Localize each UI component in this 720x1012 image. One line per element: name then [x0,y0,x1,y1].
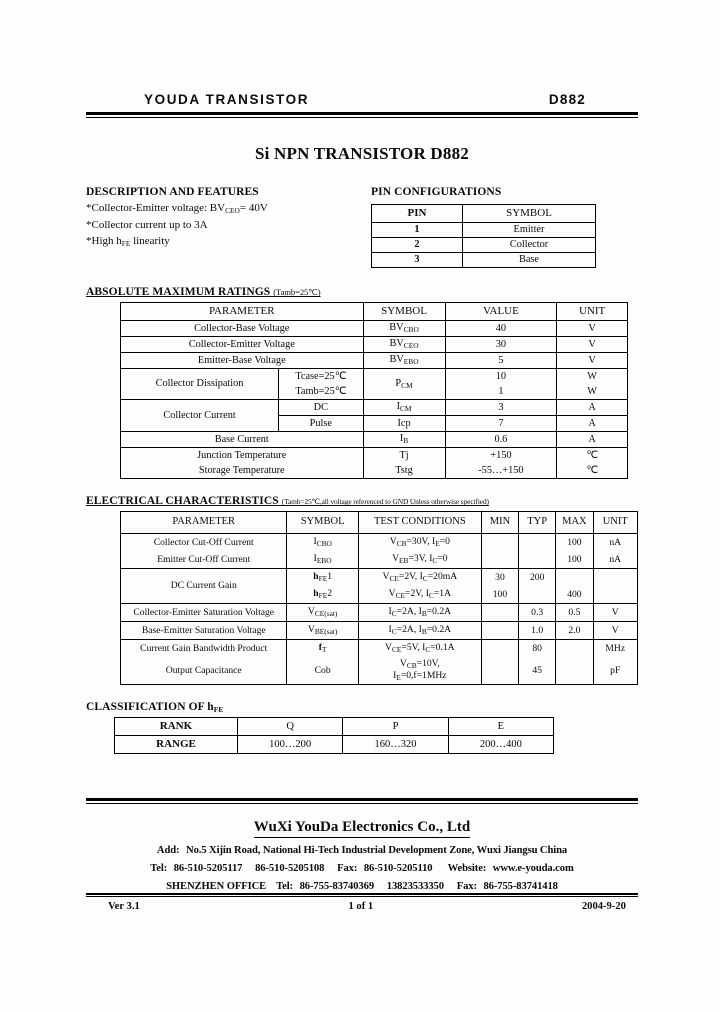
ec-typ: 45 [519,657,556,685]
amr-value: 0.6 [445,432,557,448]
table-row [121,621,638,639]
amr-parameter: Collector Dissipation [121,369,279,400]
ec-max [556,568,593,586]
pin-symbol: Emitter [463,222,596,237]
table-row [121,448,628,464]
ec-min [481,603,518,621]
ec-parameter: Collector Cut-Off Current [121,533,287,551]
ec-symbol: $h_{FE}1$ [287,568,358,586]
table-row [121,337,628,353]
ec-max: 0.5 [556,603,593,621]
ec-symbol: $h_{FE}2$ [287,586,358,604]
ec-min [481,639,518,657]
ec-unit [593,586,638,604]
amr-unit: V [557,321,628,337]
table-row [121,400,628,416]
ec-min [481,657,518,685]
classification-heading [86,701,638,714]
col-typ: TYP [519,512,556,533]
revision-date: 2004-9-20 [581,901,626,912]
ec-max: 100 [556,551,593,569]
ec-heading-text: ELECTRICAL CHARACTERISTICS [86,495,279,508]
ec-max: 100 [556,533,593,551]
sz-fax-label: Fax: [456,881,477,892]
ec-unit: MHz [593,639,638,657]
col-parameter: PARAMETER [121,303,364,321]
ec-conditions: $I_C=2A$, $I_B=0.2A$ [358,621,481,639]
rank-label: RANK [115,718,238,736]
ec-symbol: $V_{CE(sat)}$ [287,603,358,621]
amr-parameter: Collector-Emitter Voltage [121,337,364,353]
amr-unit: A [557,416,628,432]
ec-symbol: $f_T$ [287,639,358,657]
amr-parameter: Collector Current [121,400,279,432]
table-row [121,568,638,586]
fax-label: Fax: [337,863,358,874]
address-label: Add: [156,845,180,856]
table-row [121,639,638,657]
page-footer [86,798,638,892]
ec-parameter: Collector-Emitter Saturation Voltage [121,603,287,621]
amr-unit: A [557,432,628,448]
amr-condition: Pulse [279,416,363,432]
tel-2: 86-510-5205108 [255,863,325,874]
ec-symbol: Cob [287,657,358,685]
col-min: MIN [481,512,518,533]
ec-conditions: $V_{CE}=5V$, $I_C=0.1A$ [358,639,481,657]
ec-max: 400 [556,586,593,604]
pin-configurations-heading: PIN CONFIGURATIONS [371,186,502,198]
header-bar [86,92,638,107]
col-value: VALUE [445,303,557,321]
company-name: WuXi YouDa Electronics Co., Ltd [254,819,470,838]
pin-symbol: Collector [463,238,596,253]
amr-symbol: Tstg [363,463,445,479]
ec-min [481,551,518,569]
amr-note: (Tamb=25℃) [273,287,321,298]
pin-number: 1 [372,222,463,237]
ec-unit: nA [593,533,638,551]
table-row [115,718,554,736]
ec-heading [86,495,638,507]
ec-conditions: $V_{CB}=30V$, $I_E=0$ [358,533,481,551]
sz-tel-label: Tel: [276,881,294,892]
table-row [121,353,628,369]
document-title: Si NPN TRANSISTOR D882 [255,144,469,163]
range-value: 160…320 [343,736,448,754]
table-row [121,657,638,685]
ec-typ: 200 [519,568,556,586]
col-test-conditions: TEST CONDITIONS [358,512,481,533]
amr-condition: Tamb=25℃ [279,384,363,400]
ec-unit: V [593,603,638,621]
rank-value: P [343,718,448,736]
amr-parameter: Storage Temperature [121,463,364,479]
col-symbol: SYMBOL [463,205,596,223]
ec-parameter: DC Current Gain [121,568,287,603]
amr-heading [86,286,638,298]
amr-parameter: Emitter-Base Voltage [121,353,364,369]
classification-section [86,701,638,754]
col-max: MAX [556,512,593,533]
amr-value: 5 [445,353,557,369]
ec-note: (Tamb=25℃,all voltage referenced to GND Unless otherwise specified) [281,497,489,507]
contact-line [86,863,638,874]
amr-symbol: $BV_{EBO}$ [363,353,445,369]
intro-section [86,186,638,268]
amr-value: 30 [445,337,557,353]
amr-condition: DC [279,400,363,416]
ec-typ: 0.3 [519,603,556,621]
pin-number: 3 [372,253,463,268]
feature-item [86,235,371,248]
ec-typ: 80 [519,639,556,657]
shenzhen-line [86,881,638,892]
col-unit: UNIT [593,512,638,533]
electrical-characteristics-section [86,495,638,685]
ec-conditions: $I_C=2A$, $I_B=0.2A$ [358,603,481,621]
table-row [121,321,628,337]
tel-label: Tel: [150,863,168,874]
amr-symbol: $BV_{CBO}$ [363,321,445,337]
ec-symbol: $I_{CBO}$ [287,533,358,551]
sz-tel-2: 13823533350 [386,881,444,892]
range-value: 100…200 [238,736,343,754]
feature-text-1: *Collector-Emitter voltage: $BV_{CEO}= 40V$ [86,202,268,215]
amr-unit: W [557,369,628,385]
pin-configurations-block [371,186,638,268]
amr-symbol: Icp [363,416,445,432]
col-pin: PIN [372,205,463,223]
sz-tel-1: 86-755-83740369 [299,881,375,892]
table-row [121,533,638,551]
amr-unit: V [557,353,628,369]
amr-parameter: Base Current [121,432,364,448]
col-unit: UNIT [557,303,628,321]
table-row [115,736,554,754]
amr-symbol: $BV_{CEO}$ [363,337,445,353]
ec-max [556,657,593,685]
ec-parameter: Emitter Cut-Off Current [121,551,287,569]
range-label: RANGE [115,736,238,754]
address-text: No.5 Xijin Road, National Hi-Tech Industrial Development Zone, Wuxi Jiangsu China [186,845,568,856]
ec-parameter: Current Gain Bandwidth Product [121,639,287,657]
col-symbol: SYMBOL [363,303,445,321]
amr-value: 40 [445,321,557,337]
amr-parameter: Junction Temperature [121,448,364,464]
amr-unit: ℃ [557,463,628,479]
amr-unit: A [557,400,628,416]
fax-1: 86-510-5205110 [363,863,433,874]
address-line [86,845,638,856]
table-row [121,432,628,448]
table-row [372,238,596,253]
ec-conditions: $V_{CB}=10V$, $I_E=0,f=1MHz$ [358,657,481,685]
pin-symbol: Base [463,253,596,268]
website-url[interactable]: www.e-youda.com [492,863,574,874]
amr-symbol: $I_B$ [363,432,445,448]
table-row [372,222,596,237]
amr-value: -55…+150 [445,463,557,479]
feature-item [86,202,371,215]
ec-min: 100 [481,586,518,604]
ec-typ: 1.0 [519,621,556,639]
sz-fax: 86-755-83741418 [483,881,558,892]
version-row [86,897,638,912]
ec-parameter: Base-Emitter Saturation Voltage [121,621,287,639]
table-row [121,369,628,385]
feature-item: *Collector current up to 3A [86,219,208,231]
table-header-row [121,512,638,533]
ec-typ [519,586,556,604]
header-divider [86,112,638,118]
amr-symbol: Tj [363,448,445,464]
ec-conditions: $V_{CE}=2V$, $I_C=20mA$ [358,568,481,586]
ec-unit: V [593,621,638,639]
version-bar [86,893,638,912]
ec-symbol: $I_{EBO}$ [287,551,358,569]
range-value: 200…400 [448,736,553,754]
col-symbol: SYMBOL [287,512,358,533]
pin-configurations-table [371,204,596,268]
rank-value: Q [238,718,343,736]
page-number: 1 of 1 [348,901,374,912]
pin-number: 2 [372,238,463,253]
ec-min [481,621,518,639]
amr-unit: W [557,384,628,400]
table-row [372,253,596,268]
page-content [86,92,638,754]
version-text: Ver 3.1 [108,901,140,912]
amr-parameter: Collector-Base Voltage [121,321,364,337]
ec-max: 2.0 [556,621,593,639]
ec-unit: nA [593,551,638,569]
ec-parameter: Output Capacitance [121,657,287,685]
table-header-row [121,303,628,321]
classification-heading-text: CLASSIFICATION OF $h_{FE}$ [86,701,224,715]
shenzhen-label: SHENZHEN OFFICE [166,881,267,892]
feature-text-3: *High $h_{FE}$ linearity [86,235,170,248]
amr-condition: Tcase=25℃ [279,369,363,385]
table-row [121,603,638,621]
electrical-characteristics-table [120,511,638,685]
amr-heading-text: ABSOLUTE MAXIMUM RATINGS [86,286,271,299]
amr-value: 7 [445,416,557,432]
ec-typ [519,533,556,551]
ec-max [556,639,593,657]
amr-unit: ℃ [557,448,628,464]
classification-table [114,717,554,754]
tel-1: 86-510-5205117 [173,863,243,874]
website-label: Website: [447,863,487,874]
ec-conditions: $V_{EB}=3V$, $I_C=0$ [358,551,481,569]
amr-value: +150 [445,448,557,464]
amr-unit: V [557,337,628,353]
ec-min: 30 [481,568,518,586]
amr-value: 3 [445,400,557,416]
absolute-maximum-ratings-section [86,286,638,479]
ec-min [481,533,518,551]
amr-value: 1 [445,384,557,400]
table-header-row [372,205,596,223]
footer-divider [86,798,638,804]
table-row [121,463,628,479]
part-number-header: D882 [548,92,586,107]
absolute-maximum-ratings-table [120,302,628,479]
brand-name: YOUDA TRANSISTOR [144,92,310,107]
col-parameter: PARAMETER [121,512,287,533]
amr-symbol: $P_{CM}$ [363,369,445,400]
ec-typ [519,551,556,569]
ec-conditions: $V_{CE}=2V$, $I_C=1A$ [358,586,481,604]
table-row [121,551,638,569]
ec-unit: pF [593,657,638,685]
ec-unit [593,568,638,586]
rank-value: E [448,718,553,736]
amr-symbol: $I_{CM}$ [363,400,445,416]
ec-symbol: $V_{BE(sat)}$ [287,621,358,639]
description-block [86,186,371,268]
amr-value: 10 [445,369,557,385]
description-heading: DESCRIPTION AND FEATURES [86,186,259,198]
